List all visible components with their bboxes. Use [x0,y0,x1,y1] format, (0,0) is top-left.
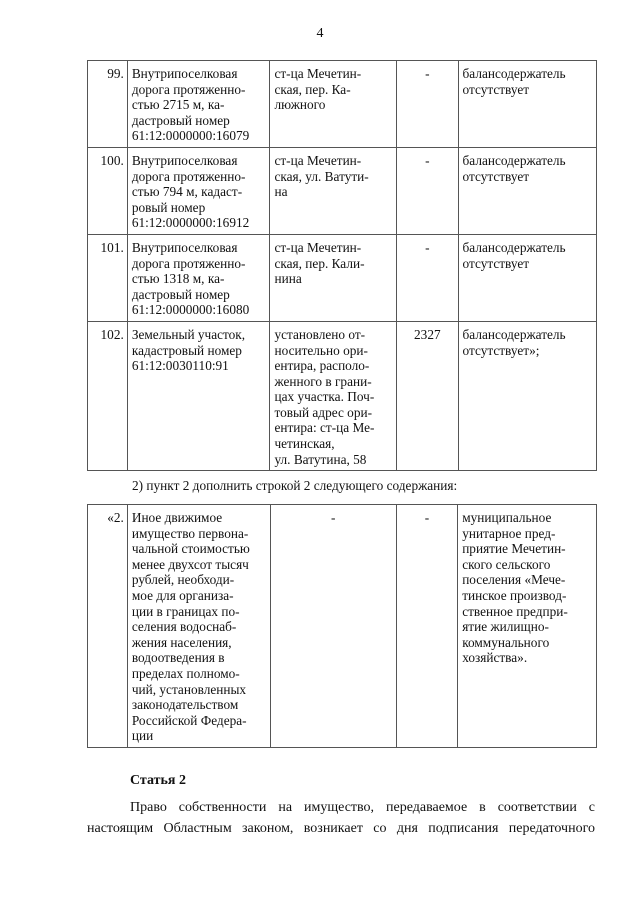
page-number: 4 [316,26,324,41]
table-row [88,321,597,470]
property-address: установлено от- носительно ори- ентира, располо- женного в грани- цах участка. Поч- товый адрес ори- ентира: ст-ца Ме- четинская, ул. Ватутина, 58 [270,321,397,470]
property-address: ст-ца Мечетин- ская, ул. Ватути- на [270,147,397,234]
property-holder: балансодержатель отсутствует [458,147,596,234]
table-row [88,147,597,234]
property-area: - [397,61,458,148]
property-table [87,60,597,471]
table-row [88,234,597,321]
property-address: ст-ца Мечетин- ская, пер. Кали- нина [270,234,397,321]
row-number: 100. [88,147,128,234]
property-area: - [396,505,458,748]
article-heading: Статья 2 [130,773,186,788]
row-number: 102. [88,321,128,470]
property-holder: балансодержатель отсутствует [458,234,596,321]
property-holder: балансодержатель отсутствует»; [458,321,596,470]
property-holder: балансодержатель отсутствует [458,61,596,148]
row-number: 99. [88,61,128,148]
table-row [88,505,597,748]
row-number: «2. [88,505,128,748]
property-area: 2327 [397,321,458,470]
property-address: ст-ца Мечетин- ская, пер. Ка- люжного [270,61,397,148]
property-holder: муниципальное унитарное пред- приятие Мечетин- ского сельского поселения «Мече- тинское производ- ственное предпри- ятие жилищно- коммунального хозяйства». [458,505,597,748]
addition-table [87,504,597,748]
row-number: 101. [88,234,128,321]
paragraph-line: Право собственности на имущество, передаваемое в соответствии с [130,800,595,815]
property-name: Внутрипоселковая дорога протяженно- стью 1318 м, ка- дастровый номер 61:12:0000000:16080 [127,234,270,321]
property-name: Иное движимое имущество первона- чальной стоимостью менее двухсот тысяч рублей, необходи- мое для организа- ции в границах по- селения водоснаб- жения населения, водоотведения в пределах полномо- чий, установленных законодательством Российской Федера- ции [127,505,270,748]
paragraph-line: настоящим Областным законом, возникает со дня подписания передаточного [87,821,595,836]
property-area: - [397,147,458,234]
property-name: Земельный участок, кадастровый номер 61:12:0030110:91 [127,321,270,470]
amendment-note: 2) пункт 2 дополнить строкой 2 следующего содержания: [132,478,458,493]
table-row [88,61,597,148]
property-name: Внутрипоселковая дорога протяженно- стью 2715 м, ка- дастровый номер 61:12:0000000:16079 [127,61,270,148]
property-address: - [270,505,396,748]
property-name: Внутрипоселковая дорога протяженно- стью 794 м, кадаст- ровый номер 61:12:0000000:16912 [127,147,270,234]
property-area: - [397,234,458,321]
